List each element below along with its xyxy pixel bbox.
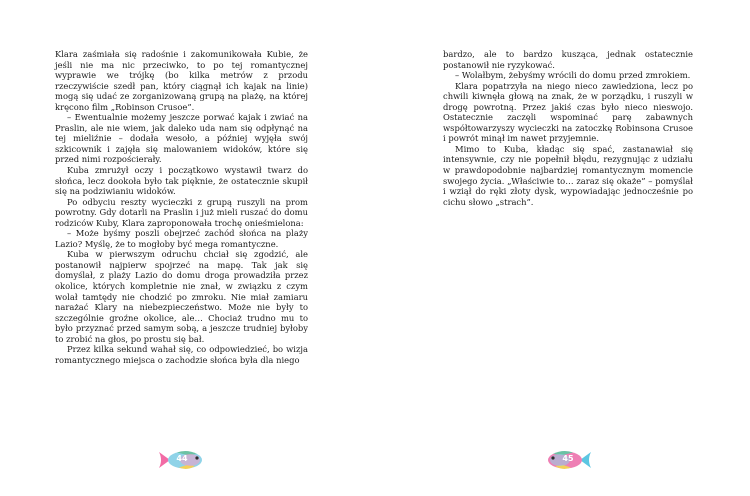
page-number: 44 [176, 454, 188, 463]
paragraph: Przez kilka sekund wahał się, co odpowiedzieć, bo wizja romantycznego miejsca o zachodzie słońca była dla niego [55, 344, 308, 365]
paragraph: bardzo, ale to bardzo kusząca, jednak ostatecznie postanowił nie ryzykować. [443, 49, 693, 70]
left-page-text [55, 49, 308, 365]
paragraph: Mimo to Kuba, kładąc się spać, zastanawiał się intensywnie, czy nie popełnił błędu, rezygnując z udziału w prawdopodobnie najbardziej romantycznym momencie swojego życia. „Właściwie to… zaraz się okaże” – pomyślał i wziął do ręki złoty dysk, wypowiadając jednocześnie po cichu słowo „strach”. [443, 143, 693, 207]
page-number-badge [543, 449, 593, 471]
right-page [375, 0, 750, 496]
right-page-text [443, 49, 693, 207]
paragraph: Klara zaśmiała się radośnie i zakomunikowała Kubie, że jeśli nie ma nic przeciwko, to po tej romantycznej wyprawie we trójkę (bo kilka metrów z przodu rzeczywiście szedł pan, który ciągnął ich kajak na linie) mogą się udać ze zorganizowaną grupą na plażę, na której kręcono film „Robinson Crusoe”. [55, 49, 308, 112]
paragraph: Kuba zmrużył oczy i początkowo wystawił twarz do słońca, lecz dookoła było tak pięknie, że ostatecznie skupił się na podziwianiu widoków. [55, 165, 308, 197]
page-number: 45 [562, 454, 574, 463]
paragraph: – Ewentualnie możemy jeszcze porwać kajak i zwiać na Praslin, ale nie wiem, jak daleko uda nam się odpłynąć na tej mieliźnie – dodała wesoło, a później wyjęła swój szkicownik i zajęła się malowaniem widoków, które się przed nimi rozpościerały. [55, 112, 308, 165]
paragraph: Po odbyciu reszty wycieczki z grupą ruszyli na prom powrotny. Gdy dotarli na Praslin i już mieli ruszać do domu rodziców Kuby, Klara zaproponowała trochę onieśmielona: [55, 196, 308, 228]
page-number-badge [157, 449, 207, 471]
paragraph: Kuba w pierwszym odruchu chciał się zgodzić, ale postanowił najpierw spojrzeć na mapę. Tak jak się domyślał, z plaży Lazio do domu droga prowadziła przez okolice, których kompletnie nie znał, w związku z czym wolał tamtędy nie chodzić po zmroku. Nie miał zamiaru narażać Klary na niebezpieczeństwo. Może nie były to szczególnie groźne okolice, ale… Chociaż trudno mu to było przyznać przed samym sobą, a jeszcze trudniej byłoby to zrobić na głos, po prostu się bał. [55, 249, 308, 344]
paragraph: Klara popatrzyła na niego nieco zawiedziona, lecz po chwili kiwnęła głową na znak, że w porządku, i ruszyli w drogę powrotną. Przez jakiś czas było nieco nieswojo. Ostatecznie zaczęli wspominać parę zabawnych współtowarzyszy wycieczki na zatoczkę Robinsona Crusoe i powrót minął im nawet przyjemnie. [443, 80, 693, 144]
paragraph: – Może byśmy poszli obejrzeć zachód słońca na plaży Lazio? Myślę, że to mogłoby być mega romantyczne. [55, 228, 308, 249]
paragraph: – Wolałbym, żebyśmy wrócili do domu przed zmrokiem. [455, 70, 691, 81]
